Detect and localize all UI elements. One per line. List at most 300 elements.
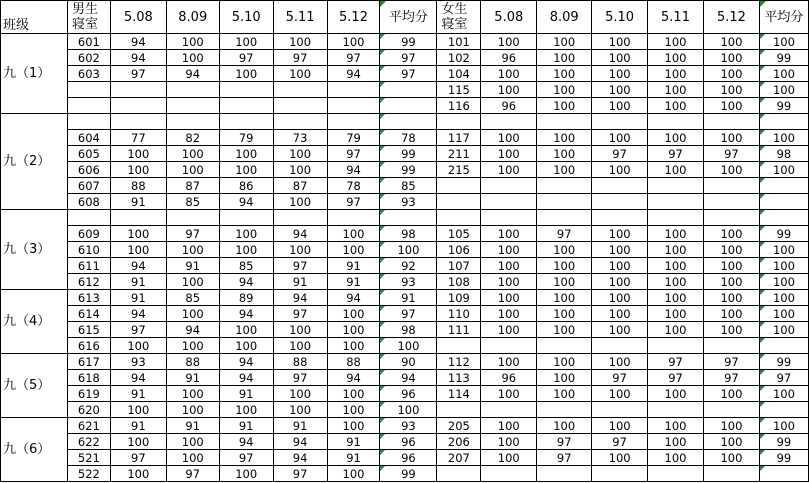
score-cell[interactable] [537,114,592,130]
score-cell[interactable] [537,178,592,194]
score-cell[interactable]: 86 [219,178,273,194]
score-cell[interactable]: 97 [592,146,648,162]
score-cell[interactable] [219,210,273,226]
score-cell[interactable]: 100 [166,434,219,450]
score-cell[interactable]: 73 [273,130,327,146]
average-cell[interactable] [759,194,808,210]
score-cell[interactable]: 100 [537,274,592,290]
score-cell[interactable]: 100 [703,82,759,98]
girls-dorm-cell[interactable]: 116 [437,98,481,114]
boys-dorm-cell[interactable] [67,98,110,114]
header-date[interactable]: 5.10 [592,1,648,34]
score-cell[interactable]: 100 [481,290,537,306]
score-cell[interactable]: 100 [327,242,380,258]
score-cell[interactable]: 100 [537,242,592,258]
score-cell[interactable]: 91 [110,290,166,306]
score-cell[interactable]: 100 [592,322,648,338]
score-cell[interactable]: 89 [219,290,273,306]
score-cell[interactable] [592,194,648,210]
average-cell[interactable]: 99 [759,434,808,450]
score-cell[interactable]: 100 [327,226,380,242]
class-label-cell[interactable]: 九（1） [1,34,68,114]
girls-dorm-cell[interactable] [437,338,481,354]
score-cell[interactable]: 100 [592,290,648,306]
score-cell[interactable]: 100 [219,322,273,338]
average-cell[interactable]: 92 [380,258,437,274]
score-cell[interactable] [537,402,592,418]
boys-dorm-cell[interactable]: 605 [67,146,110,162]
score-cell[interactable] [703,338,759,354]
score-cell[interactable]: 100 [273,242,327,258]
score-cell[interactable] [110,210,166,226]
boys-dorm-cell[interactable]: 603 [67,66,110,82]
average-cell[interactable]: 99 [380,162,437,178]
score-cell[interactable]: 100 [481,322,537,338]
boys-dorm-cell[interactable]: 522 [67,466,110,482]
score-cell[interactable]: 100 [481,242,537,258]
score-cell[interactable] [327,210,380,226]
score-cell[interactable]: 100 [703,290,759,306]
score-cell[interactable]: 97 [327,50,380,66]
score-cell[interactable] [703,194,759,210]
boys-dorm-cell[interactable]: 607 [67,178,110,194]
score-cell[interactable]: 78 [327,178,380,194]
score-cell[interactable]: 100 [110,402,166,418]
average-cell[interactable] [380,82,437,98]
score-cell[interactable]: 100 [327,34,380,50]
score-cell[interactable] [537,338,592,354]
score-cell[interactable] [648,466,704,482]
score-cell[interactable]: 100 [110,226,166,242]
score-cell[interactable]: 100 [537,146,592,162]
score-cell[interactable]: 94 [166,66,219,82]
score-cell[interactable]: 100 [110,434,166,450]
girls-dorm-cell[interactable]: 207 [437,450,481,466]
score-cell[interactable] [481,194,537,210]
score-cell[interactable]: 97 [273,370,327,386]
girls-dorm-cell[interactable]: 115 [437,82,481,98]
score-cell[interactable]: 96 [481,370,537,386]
score-cell[interactable]: 100 [537,98,592,114]
score-cell[interactable]: 100 [648,418,704,434]
boys-dorm-cell[interactable]: 610 [67,242,110,258]
score-cell[interactable] [219,98,273,114]
score-cell[interactable]: 100 [648,50,704,66]
score-cell[interactable] [327,114,380,130]
average-cell[interactable]: 96 [380,450,437,466]
score-cell[interactable]: 100 [592,130,648,146]
girls-dorm-cell[interactable]: 114 [437,386,481,402]
score-cell[interactable]: 100 [537,258,592,274]
score-cell[interactable] [273,82,327,98]
score-cell[interactable]: 100 [273,338,327,354]
average-cell[interactable]: 100 [380,242,437,258]
score-cell[interactable]: 91 [166,258,219,274]
average-cell[interactable]: 100 [759,418,808,434]
average-cell[interactable] [759,210,808,226]
boys-dorm-cell[interactable]: 602 [67,50,110,66]
score-cell[interactable]: 100 [648,434,704,450]
score-cell[interactable]: 100 [648,322,704,338]
score-cell[interactable]: 100 [648,130,704,146]
score-cell[interactable]: 100 [537,306,592,322]
score-cell[interactable]: 100 [481,434,537,450]
score-cell[interactable]: 100 [481,450,537,466]
score-cell[interactable] [481,114,537,130]
score-cell[interactable]: 88 [273,354,327,370]
score-cell[interactable]: 94 [273,434,327,450]
score-cell[interactable]: 100 [481,34,537,50]
score-cell[interactable]: 100 [648,34,704,50]
score-cell[interactable]: 94 [166,322,219,338]
average-cell[interactable]: 100 [759,130,808,146]
score-cell[interactable]: 100 [592,306,648,322]
header-date[interactable]: 5.11 [273,1,327,34]
score-cell[interactable] [110,98,166,114]
boys-dorm-cell[interactable]: 619 [67,386,110,402]
score-cell[interactable] [703,114,759,130]
score-cell[interactable] [648,178,704,194]
score-cell[interactable] [273,98,327,114]
girls-dorm-cell[interactable] [437,114,481,130]
score-cell[interactable] [537,466,592,482]
boys-dorm-cell[interactable]: 521 [67,450,110,466]
girls-dorm-cell[interactable]: 205 [437,418,481,434]
score-cell[interactable]: 100 [648,162,704,178]
score-cell[interactable]: 97 [592,370,648,386]
score-cell[interactable]: 100 [219,242,273,258]
score-cell[interactable]: 100 [327,306,380,322]
score-cell[interactable]: 97 [537,434,592,450]
score-cell[interactable]: 100 [166,34,219,50]
score-cell[interactable]: 97 [703,146,759,162]
score-cell[interactable] [703,402,759,418]
score-cell[interactable]: 100 [703,242,759,258]
score-cell[interactable]: 100 [481,418,537,434]
score-cell[interactable] [110,114,166,130]
score-cell[interactable]: 100 [648,386,704,402]
score-cell[interactable]: 100 [537,386,592,402]
average-cell[interactable]: 98 [380,226,437,242]
boys-dorm-cell[interactable]: 620 [67,402,110,418]
average-cell[interactable]: 78 [380,130,437,146]
score-cell[interactable] [273,210,327,226]
score-cell[interactable] [648,402,704,418]
score-cell[interactable]: 100 [110,466,166,482]
score-cell[interactable]: 91 [166,418,219,434]
boys-dorm-cell[interactable] [67,82,110,98]
girls-dorm-cell[interactable]: 211 [437,146,481,162]
boys-dorm-cell[interactable]: 614 [67,306,110,322]
average-cell[interactable]: 100 [380,402,437,418]
score-cell[interactable]: 97 [273,50,327,66]
score-cell[interactable]: 97 [273,258,327,274]
header-date[interactable]: 5.10 [219,1,273,34]
score-cell[interactable] [481,338,537,354]
girls-dorm-cell[interactable] [437,210,481,226]
score-cell[interactable]: 100 [219,402,273,418]
score-cell[interactable]: 94 [273,450,327,466]
score-cell[interactable] [592,466,648,482]
score-cell[interactable]: 100 [537,34,592,50]
score-cell[interactable]: 100 [166,450,219,466]
score-cell[interactable] [592,114,648,130]
score-cell[interactable]: 100 [648,290,704,306]
score-cell[interactable]: 100 [219,338,273,354]
score-cell[interactable] [273,114,327,130]
girls-dorm-cell[interactable]: 215 [437,162,481,178]
score-cell[interactable]: 100 [273,34,327,50]
score-cell[interactable]: 100 [110,338,166,354]
score-cell[interactable]: 100 [219,466,273,482]
boys-dorm-cell[interactable]: 601 [67,34,110,50]
score-cell[interactable]: 100 [166,162,219,178]
score-cell[interactable]: 97 [327,146,380,162]
score-cell[interactable]: 100 [273,194,327,210]
score-cell[interactable]: 97 [648,370,704,386]
average-cell[interactable] [380,114,437,130]
score-cell[interactable]: 91 [273,418,327,434]
score-cell[interactable]: 100 [703,50,759,66]
score-cell[interactable]: 91 [327,434,380,450]
score-cell[interactable] [166,114,219,130]
score-cell[interactable]: 100 [219,34,273,50]
score-cell[interactable]: 91 [110,418,166,434]
score-cell[interactable]: 97 [703,354,759,370]
score-cell[interactable] [537,194,592,210]
score-cell[interactable]: 100 [592,162,648,178]
score-cell[interactable]: 100 [703,274,759,290]
score-cell[interactable]: 97 [166,466,219,482]
average-cell[interactable]: 98 [380,322,437,338]
score-cell[interactable]: 91 [327,450,380,466]
score-cell[interactable]: 94 [219,194,273,210]
average-cell[interactable]: 100 [759,274,808,290]
score-cell[interactable]: 100 [273,386,327,402]
score-cell[interactable] [481,466,537,482]
girls-dorm-cell[interactable]: 113 [437,370,481,386]
score-cell[interactable]: 100 [648,450,704,466]
average-cell[interactable]: 99 [759,354,808,370]
score-cell[interactable]: 94 [110,306,166,322]
score-cell[interactable]: 94 [273,226,327,242]
header-date[interactable]: 8.09 [537,1,592,34]
score-cell[interactable]: 100 [327,466,380,482]
average-cell[interactable]: 96 [380,386,437,402]
girls-dorm-cell[interactable]: 102 [437,50,481,66]
score-cell[interactable]: 100 [481,82,537,98]
header-boys-dorm[interactable]: 男生寝室 [67,1,110,34]
score-cell[interactable]: 100 [327,338,380,354]
score-cell[interactable]: 100 [703,34,759,50]
average-cell[interactable]: 97 [380,306,437,322]
average-cell[interactable] [759,402,808,418]
score-cell[interactable]: 100 [537,322,592,338]
score-cell[interactable]: 88 [110,178,166,194]
average-cell[interactable]: 93 [380,194,437,210]
score-cell[interactable]: 100 [592,418,648,434]
average-cell[interactable]: 100 [759,242,808,258]
score-cell[interactable]: 97 [166,226,219,242]
average-cell[interactable]: 93 [380,418,437,434]
score-cell[interactable]: 100 [537,162,592,178]
score-cell[interactable]: 94 [110,34,166,50]
average-cell[interactable]: 91 [380,290,437,306]
girls-dorm-cell[interactable] [437,402,481,418]
score-cell[interactable]: 100 [703,418,759,434]
class-label-cell[interactable]: 九（3） [1,210,68,290]
header-class[interactable]: 班级 [1,1,68,34]
average-cell[interactable]: 97 [380,66,437,82]
girls-dorm-cell[interactable] [437,178,481,194]
boys-dorm-cell[interactable]: 615 [67,322,110,338]
score-cell[interactable]: 100 [219,66,273,82]
score-cell[interactable] [537,210,592,226]
header-date[interactable]: 5.12 [703,1,759,34]
score-cell[interactable]: 97 [327,194,380,210]
average-cell[interactable] [759,466,808,482]
score-cell[interactable] [592,402,648,418]
girls-dorm-cell[interactable]: 101 [437,34,481,50]
score-cell[interactable]: 100 [481,66,537,82]
score-cell[interactable] [166,210,219,226]
score-cell[interactable] [592,210,648,226]
score-cell[interactable]: 100 [703,66,759,82]
average-cell[interactable] [759,338,808,354]
boys-dorm-cell[interactable]: 609 [67,226,110,242]
score-cell[interactable]: 94 [110,258,166,274]
boys-dorm-cell[interactable]: 608 [67,194,110,210]
score-cell[interactable]: 100 [703,386,759,402]
average-cell[interactable]: 99 [380,466,437,482]
header-average[interactable]: 平均分 [759,1,808,34]
boys-dorm-cell[interactable]: 612 [67,274,110,290]
score-cell[interactable]: 100 [110,162,166,178]
score-cell[interactable]: 100 [592,354,648,370]
average-cell[interactable] [759,114,808,130]
average-cell[interactable]: 99 [380,34,437,50]
header-date[interactable]: 5.08 [110,1,166,34]
score-cell[interactable]: 100 [648,242,704,258]
score-cell[interactable]: 100 [537,418,592,434]
score-cell[interactable]: 100 [273,162,327,178]
score-cell[interactable]: 100 [592,34,648,50]
average-cell[interactable]: 99 [759,450,808,466]
score-cell[interactable]: 100 [592,386,648,402]
score-cell[interactable]: 96 [481,98,537,114]
score-cell[interactable]: 87 [166,178,219,194]
average-cell[interactable]: 100 [759,290,808,306]
score-cell[interactable]: 97 [592,434,648,450]
score-cell[interactable]: 97 [273,306,327,322]
score-cell[interactable]: 100 [592,258,648,274]
score-cell[interactable]: 79 [219,130,273,146]
score-cell[interactable]: 100 [166,386,219,402]
boys-dorm-cell[interactable]: 621 [67,418,110,434]
score-cell[interactable] [327,82,380,98]
header-average[interactable]: 平均分 [380,1,437,34]
score-cell[interactable]: 100 [703,258,759,274]
girls-dorm-cell[interactable]: 112 [437,354,481,370]
score-cell[interactable]: 100 [648,306,704,322]
score-cell[interactable]: 100 [648,82,704,98]
score-cell[interactable]: 100 [166,146,219,162]
score-cell[interactable] [110,82,166,98]
score-cell[interactable]: 100 [219,226,273,242]
score-cell[interactable]: 79 [327,130,380,146]
average-cell[interactable]: 98 [759,146,808,162]
score-cell[interactable]: 100 [703,450,759,466]
score-cell[interactable] [648,338,704,354]
score-cell[interactable]: 87 [273,178,327,194]
girls-dorm-cell[interactable]: 109 [437,290,481,306]
girls-dorm-cell[interactable]: 106 [437,242,481,258]
score-cell[interactable] [481,178,537,194]
score-cell[interactable]: 97 [648,146,704,162]
score-cell[interactable]: 97 [703,370,759,386]
score-cell[interactable]: 94 [219,306,273,322]
score-cell[interactable]: 100 [219,162,273,178]
boys-dorm-cell[interactable]: 617 [67,354,110,370]
score-cell[interactable] [481,402,537,418]
score-cell[interactable]: 100 [327,386,380,402]
score-cell[interactable]: 100 [537,290,592,306]
girls-dorm-cell[interactable]: 111 [437,322,481,338]
girls-dorm-cell[interactable] [437,194,481,210]
header-date[interactable]: 5.08 [481,1,537,34]
score-cell[interactable]: 94 [327,370,380,386]
score-cell[interactable]: 91 [273,274,327,290]
average-cell[interactable]: 100 [759,306,808,322]
score-cell[interactable] [703,466,759,482]
score-cell[interactable]: 100 [481,354,537,370]
score-cell[interactable]: 100 [703,306,759,322]
score-cell[interactable] [703,178,759,194]
average-cell[interactable]: 100 [759,34,808,50]
score-cell[interactable] [648,114,704,130]
score-cell[interactable]: 100 [703,434,759,450]
average-cell[interactable]: 100 [759,386,808,402]
score-cell[interactable]: 100 [481,386,537,402]
average-cell[interactable]: 96 [380,434,437,450]
score-cell[interactable]: 97 [110,322,166,338]
average-cell[interactable]: 97 [380,50,437,66]
score-cell[interactable]: 100 [537,130,592,146]
score-cell[interactable]: 85 [219,258,273,274]
average-cell[interactable]: 99 [759,50,808,66]
score-cell[interactable]: 91 [219,418,273,434]
average-cell[interactable]: 100 [759,162,808,178]
boys-dorm-cell[interactable]: 622 [67,434,110,450]
score-cell[interactable]: 100 [703,322,759,338]
score-cell[interactable]: 100 [273,66,327,82]
score-cell[interactable]: 100 [481,162,537,178]
score-cell[interactable]: 88 [166,354,219,370]
class-label-cell[interactable]: 九（6） [1,418,68,482]
average-cell[interactable]: 85 [380,178,437,194]
average-cell[interactable]: 97 [759,370,808,386]
average-cell[interactable]: 100 [759,322,808,338]
average-cell[interactable]: 100 [759,82,808,98]
boys-dorm-cell[interactable]: 606 [67,162,110,178]
score-cell[interactable] [648,210,704,226]
score-cell[interactable]: 100 [648,258,704,274]
score-cell[interactable] [592,338,648,354]
score-cell[interactable]: 100 [327,418,380,434]
average-cell[interactable]: 99 [759,226,808,242]
boys-dorm-cell[interactable]: 604 [67,130,110,146]
score-cell[interactable]: 91 [166,370,219,386]
